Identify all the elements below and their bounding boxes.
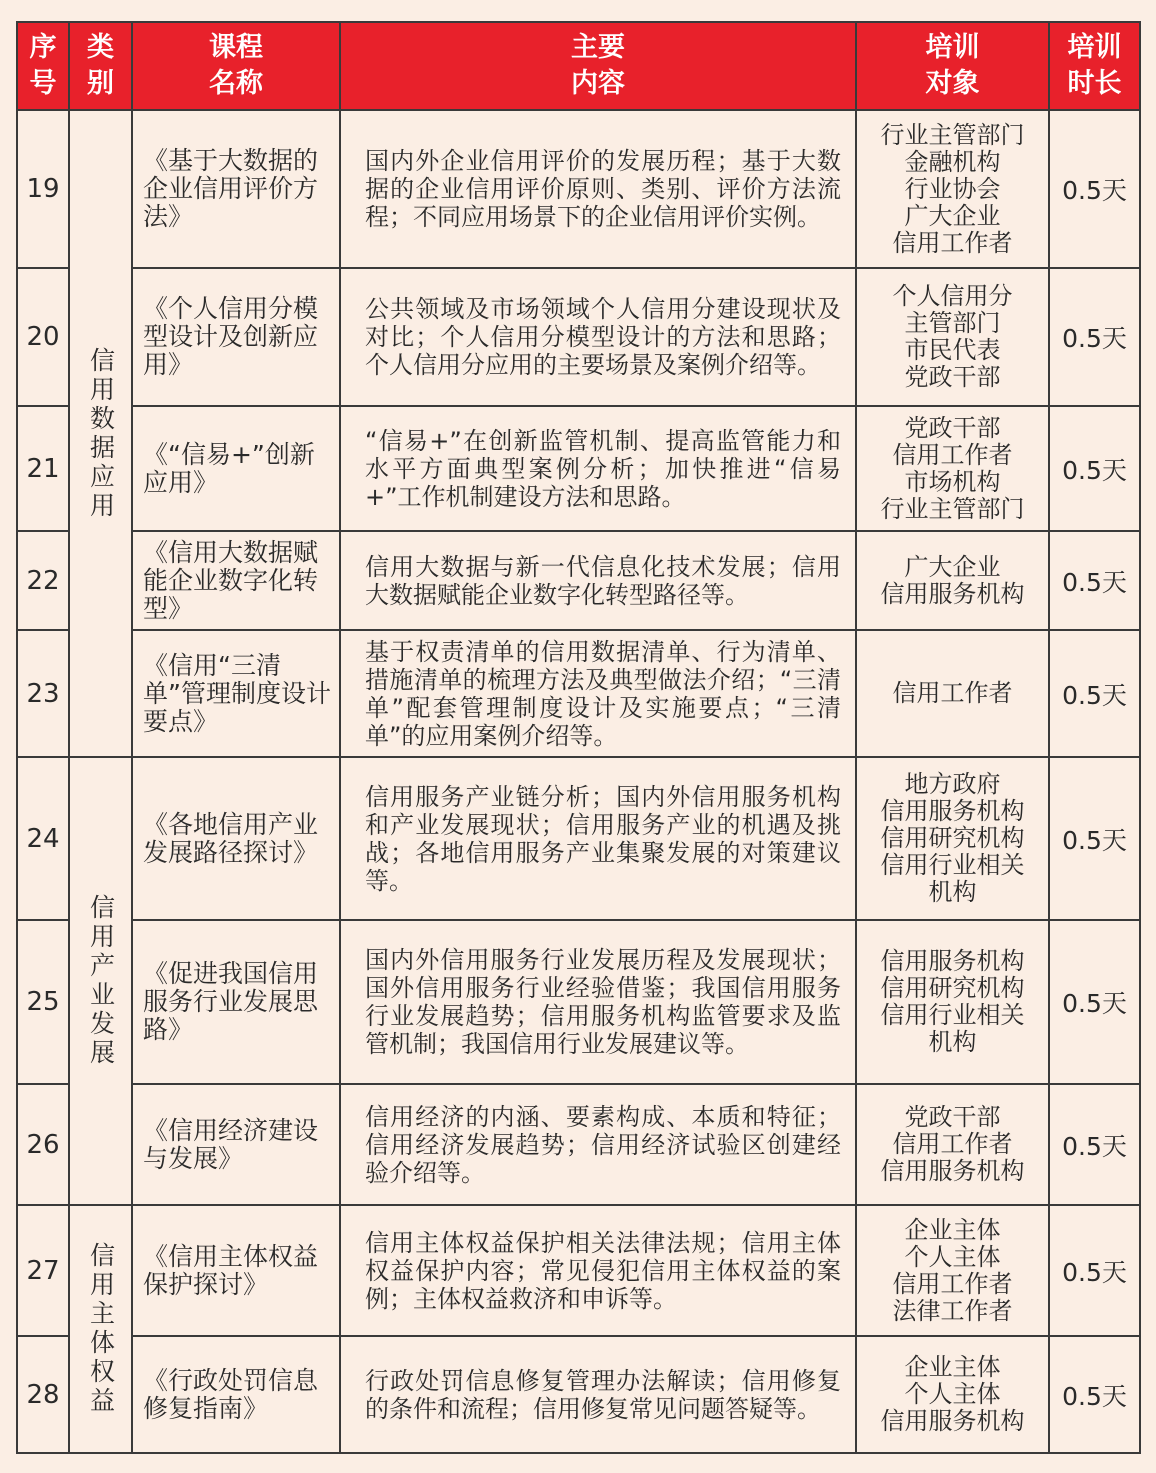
course-content: 基于权责清单的信用数据清单、行为清单、措施清单的梳理方法及典型做法介绍；“三清单”配套管理制度设计及实施要点；“三清单”的应用案例介绍等。 bbox=[340, 630, 856, 757]
course-name: 《信用经济建设与发展》 bbox=[132, 1084, 340, 1205]
row-number: 23 bbox=[17, 630, 69, 757]
training-duration: 0.5天 bbox=[1049, 268, 1140, 406]
course-content: 信用服务产业链分析；国内外信用服务机构和产业发展现状；信用服务产业的机遇及挑战；各地信用服务产业集聚发展的对策建议等。 bbox=[340, 757, 856, 920]
category-label: 信用数据应用 bbox=[86, 346, 116, 521]
training-duration: 0.5天 bbox=[1049, 630, 1140, 757]
row-number: 19 bbox=[17, 110, 69, 268]
header-content: 主要 内容 bbox=[340, 22, 856, 110]
training-duration: 0.5天 bbox=[1049, 110, 1140, 268]
category-cell bbox=[69, 1205, 132, 1453]
table-row bbox=[17, 531, 1140, 630]
table-row bbox=[17, 1084, 1140, 1205]
training-target: 信用工作者 bbox=[856, 630, 1049, 757]
row-number: 21 bbox=[17, 406, 69, 531]
training-duration: 0.5天 bbox=[1049, 1205, 1140, 1336]
course-table bbox=[16, 21, 1141, 1454]
training-target: 个人信用分 主管部门 市民代表 党政干部 bbox=[856, 268, 1049, 406]
header-seq: 序 号 bbox=[17, 22, 69, 110]
row-number: 22 bbox=[17, 531, 69, 630]
course-name: 《基于大数据的企业信用评价方法》 bbox=[132, 110, 340, 268]
course-name: 《行政处罚信息修复指南》 bbox=[132, 1336, 340, 1453]
training-duration: 0.5天 bbox=[1049, 406, 1140, 531]
training-target: 行业主管部门 金融机构 行业协会 广大企业 信用工作者 bbox=[856, 110, 1049, 268]
table-row bbox=[17, 110, 1140, 268]
course-name: 《信用大数据赋能企业数字化转型》 bbox=[132, 531, 340, 630]
course-content: 国内外企业信用评价的发展历程；基于大数据的企业信用评价原则、类别、评价方法流程；不同应用场景下的企业信用评价实例。 bbox=[340, 110, 856, 268]
category-cell bbox=[69, 757, 132, 1205]
training-duration: 0.5天 bbox=[1049, 1336, 1140, 1453]
course-name: 《各地信用产业发展路径探讨》 bbox=[132, 757, 340, 920]
training-duration: 0.5天 bbox=[1049, 531, 1140, 630]
row-number: 24 bbox=[17, 757, 69, 920]
course-name: 《“信易+”创新应用》 bbox=[132, 406, 340, 531]
table-row bbox=[17, 268, 1140, 406]
training-target: 信用服务机构 信用研究机构 信用行业相关 机构 bbox=[856, 920, 1049, 1084]
training-target: 地方政府 信用服务机构 信用研究机构 信用行业相关 机构 bbox=[856, 757, 1049, 920]
header-category: 类 别 bbox=[69, 22, 132, 110]
course-name: 《信用“三清单”管理制度设计要点》 bbox=[132, 630, 340, 757]
table-row bbox=[17, 630, 1140, 757]
course-content: 国内外信用服务行业发展历程及发展现状；国外信用服务行业经验借鉴；我国信用服务行业发展趋势；信用服务机构监管要求及监管机制；我国信用行业发展建议等。 bbox=[340, 920, 856, 1084]
training-duration: 0.5天 bbox=[1049, 920, 1140, 1084]
table-row bbox=[17, 1205, 1140, 1336]
row-number: 20 bbox=[17, 268, 69, 406]
training-target: 企业主体 个人主体 信用工作者 法律工作者 bbox=[856, 1205, 1049, 1336]
training-duration: 0.5天 bbox=[1049, 757, 1140, 920]
row-number: 26 bbox=[17, 1084, 69, 1205]
course-name: 《促进我国信用服务行业发展思路》 bbox=[132, 920, 340, 1084]
training-target: 企业主体 个人主体 信用服务机构 bbox=[856, 1336, 1049, 1453]
header-duration: 培训 时长 bbox=[1049, 22, 1140, 110]
row-number: 25 bbox=[17, 920, 69, 1084]
course-name: 《个人信用分模型设计及创新应用》 bbox=[132, 268, 340, 406]
row-number: 27 bbox=[17, 1205, 69, 1336]
header-target: 培训 对象 bbox=[856, 22, 1049, 110]
table-row bbox=[17, 406, 1140, 531]
course-content: 行政处罚信息修复管理办法解读；信用修复的条件和流程；信用修复常见问题答疑等。 bbox=[340, 1336, 856, 1453]
training-target: 广大企业 信用服务机构 bbox=[856, 531, 1049, 630]
course-content: 信用经济的内涵、要素构成、本质和特征；信用经济发展趋势；信用经济试验区创建经验介绍等。 bbox=[340, 1084, 856, 1205]
row-number: 28 bbox=[17, 1336, 69, 1453]
course-content: 信用大数据与新一代信息化技术发展；信用大数据赋能企业数字化转型路径等。 bbox=[340, 531, 856, 630]
category-cell bbox=[69, 110, 132, 757]
training-target: 党政干部 信用工作者 市场机构 行业主管部门 bbox=[856, 406, 1049, 531]
table-row bbox=[17, 1336, 1140, 1453]
training-duration: 0.5天 bbox=[1049, 1084, 1140, 1205]
category-label: 信用产业发展 bbox=[86, 894, 116, 1068]
table-row bbox=[17, 920, 1140, 1084]
header-course: 课程 名称 bbox=[132, 22, 340, 110]
course-content: 公共领域及市场领域个人信用分建设现状及对比；个人信用分模型设计的方法和思路；个人信用分应用的主要场景及案例介绍等。 bbox=[340, 268, 856, 406]
training-target: 党政干部 信用工作者 信用服务机构 bbox=[856, 1084, 1049, 1205]
course-name: 《信用主体权益保护探讨》 bbox=[132, 1205, 340, 1336]
table-row bbox=[17, 757, 1140, 920]
course-content: 信用主体权益保护相关法律法规；信用主体权益保护内容；常见侵犯信用主体权益的案例；主体权益救济和申诉等。 bbox=[340, 1205, 856, 1336]
table-header-row bbox=[17, 22, 1140, 110]
category-label: 信用主体权益 bbox=[86, 1242, 116, 1416]
course-content: “信易+”在创新监管机制、提高监管能力和水平方面典型案例分析；加快推进“信易+”工作机制建设方法和思路。 bbox=[340, 406, 856, 531]
